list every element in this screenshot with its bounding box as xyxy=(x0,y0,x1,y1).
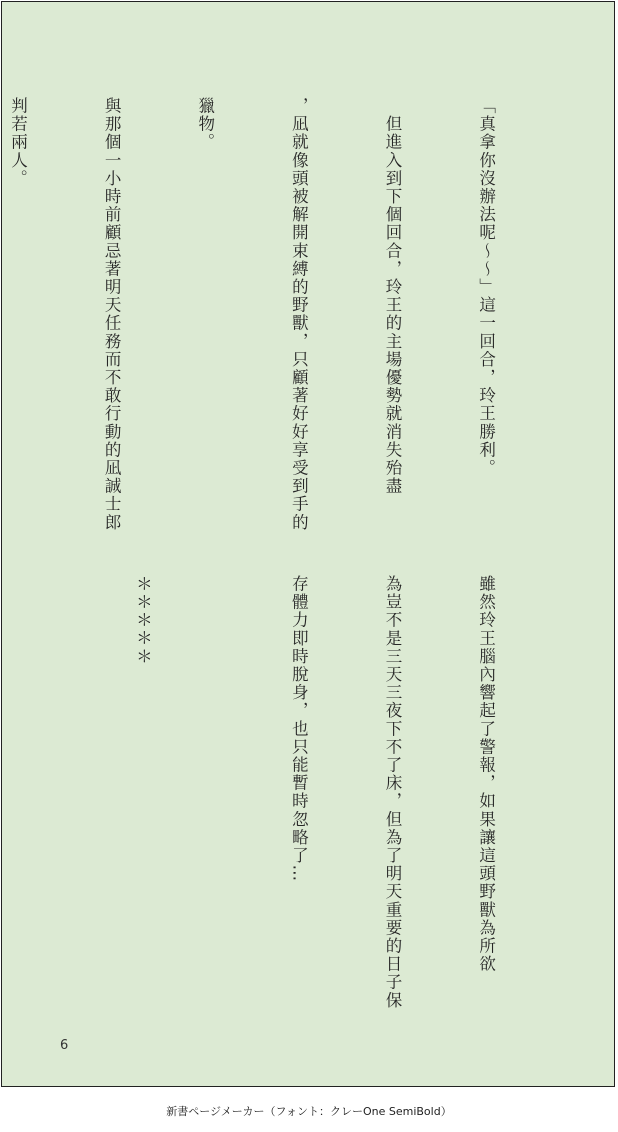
text-column: 為豈不是三天三夜下不了床，但為了明天重要的日子保 xyxy=(382,575,402,1010)
text-column: 與那個一小時前顧忌著明天任務而不敢行動的凪誠士郎 xyxy=(102,97,122,532)
text-column: 存體力即時脫身，也只能暫時忽略了… xyxy=(289,575,309,883)
text-column: 獵物。 xyxy=(195,97,215,152)
text-column: 但進入到下個回合，玲王的主場優勢就消失殆盡 xyxy=(382,97,402,496)
text-column xyxy=(0,575,2,1015)
book-page xyxy=(1,1,615,1087)
upper-text-block xyxy=(0,97,564,537)
text-column: 「真拿你沒辦法呢～～」這一回合，玲王勝利。 xyxy=(476,97,496,478)
text-column: ，凪就像頭被解開束縛的野獸，只顧著好好享受到手的 xyxy=(289,97,309,532)
footer-caption: 新書ページメーカー（フォント：クレーOne SemiBold） xyxy=(166,1105,452,1118)
lower-text-block xyxy=(0,575,564,1015)
page-number: 6 xyxy=(60,1038,69,1053)
text-column: 判若兩人。 xyxy=(8,97,28,188)
text-column: 雖然玲王腦內響起了警報，如果讓這頭野獸為所欲 xyxy=(476,575,496,974)
section-break-asterisks: ＊＊＊＊＊ xyxy=(133,575,153,666)
